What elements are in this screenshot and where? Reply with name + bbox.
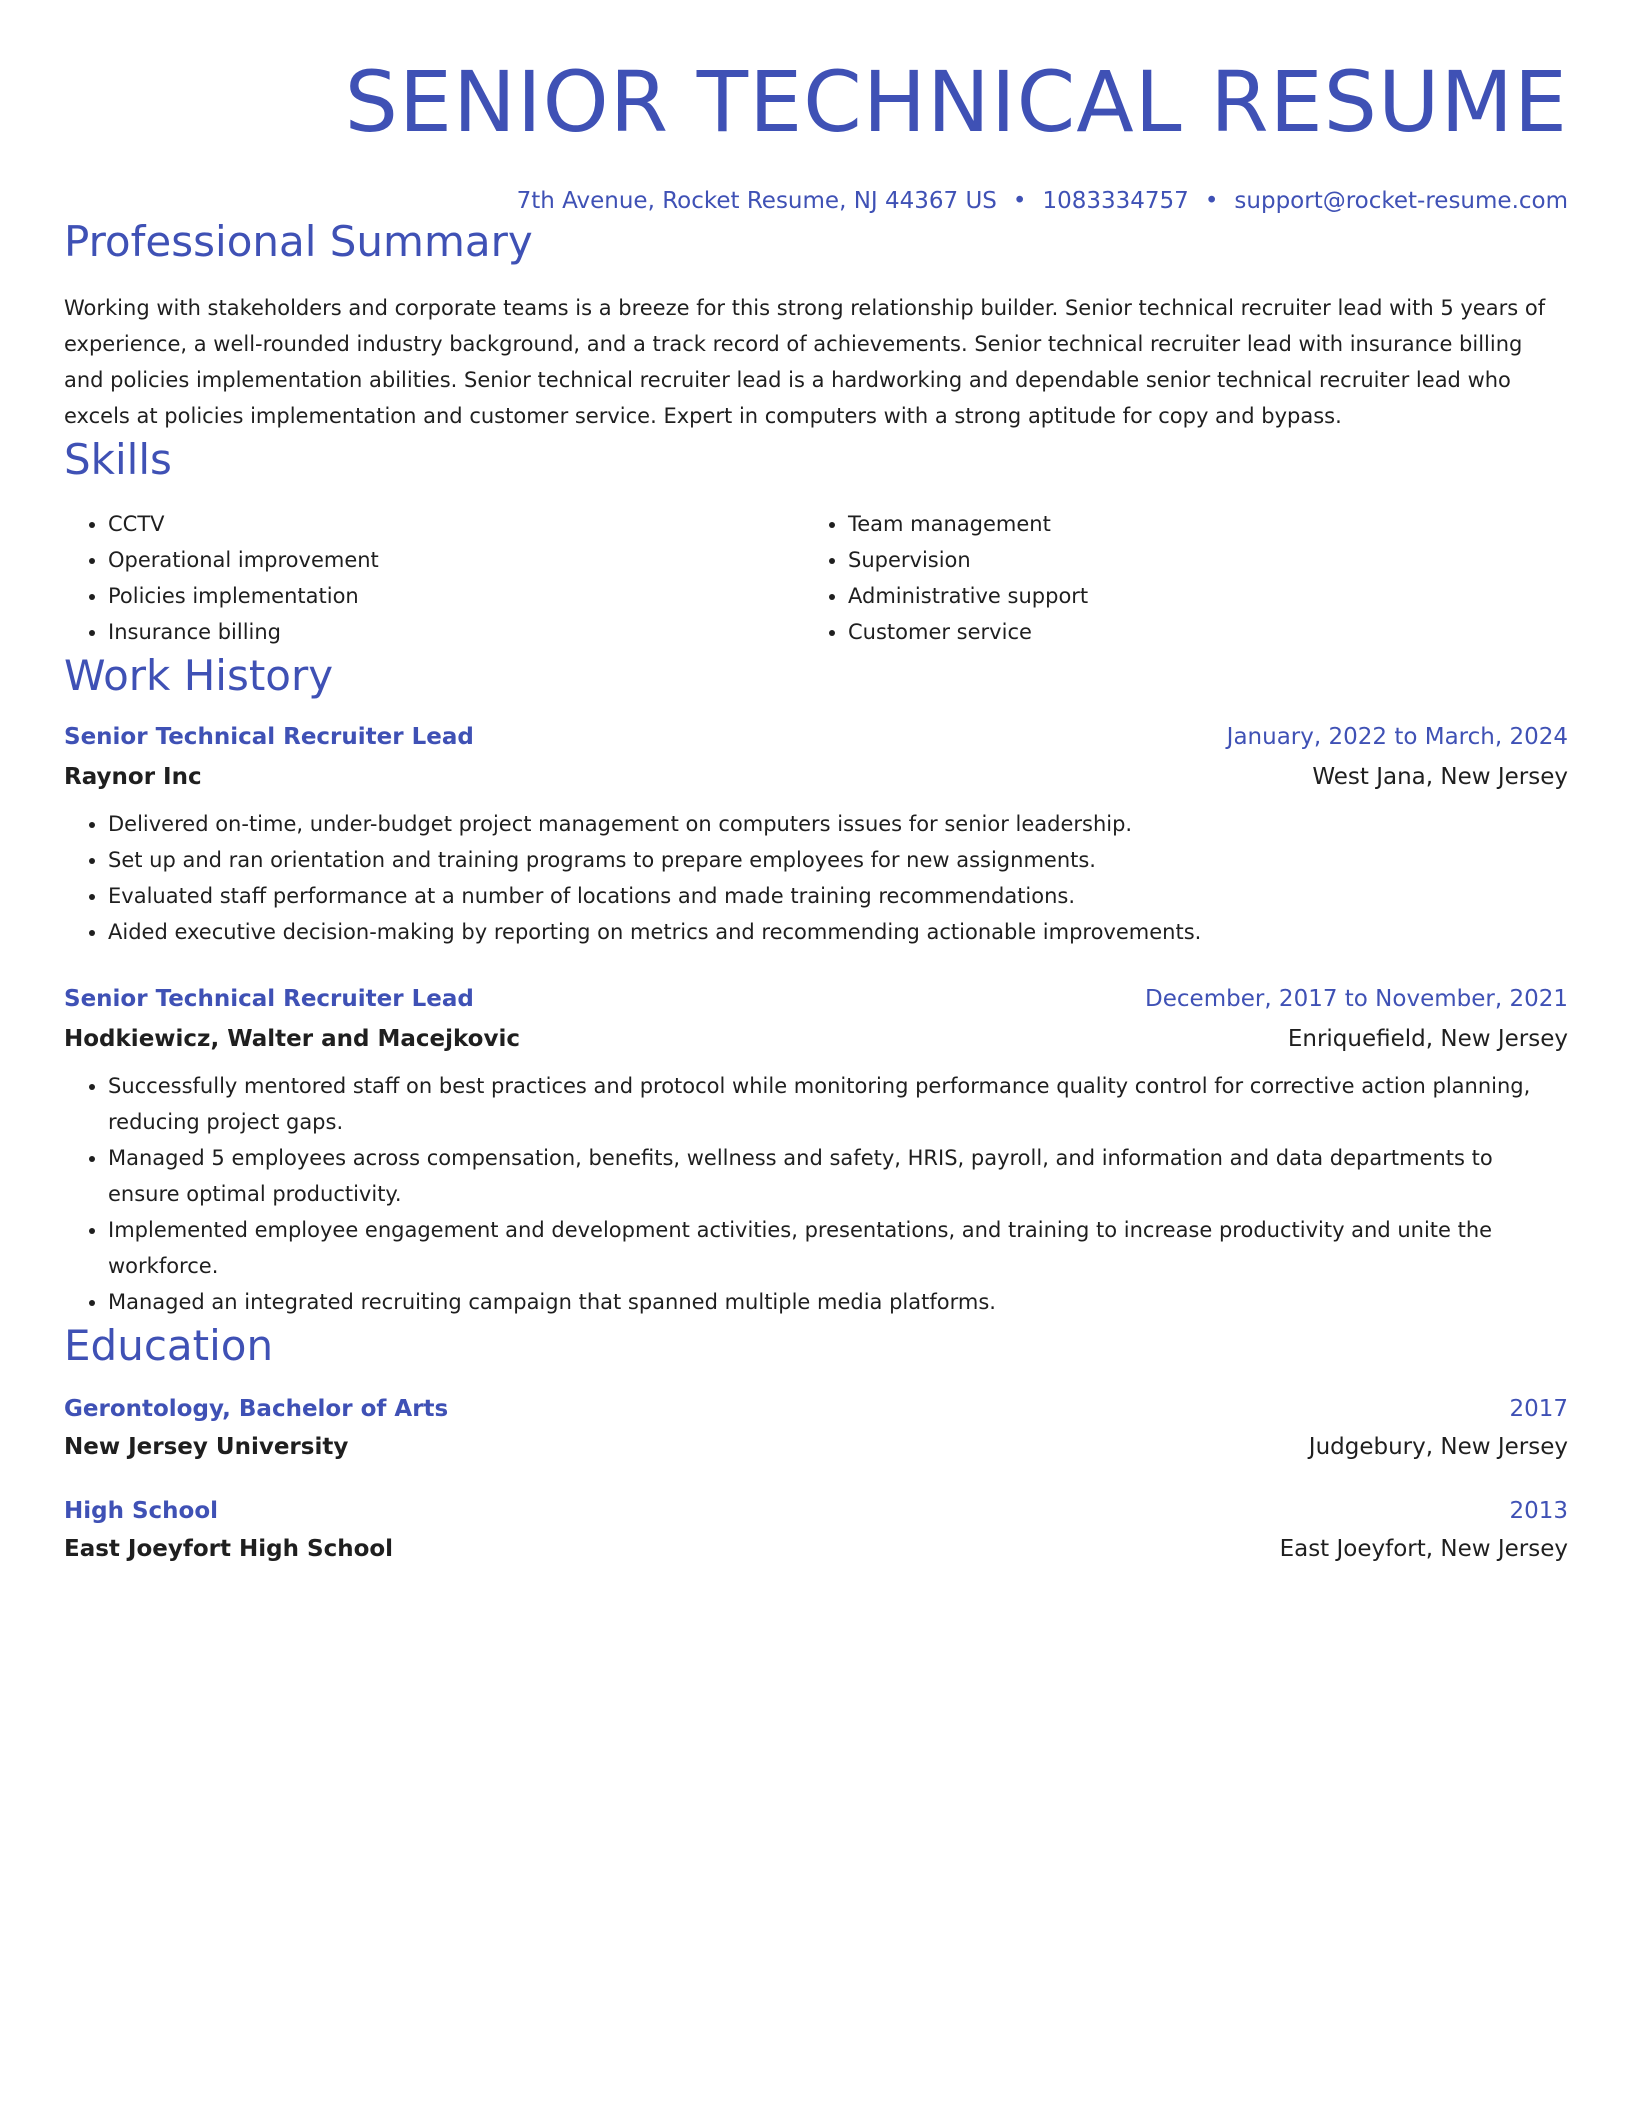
job-bullet: • Aided executive decision-making by reporting on metrics and recommending actionable improvements. [108,914,1568,950]
job-bullet: • Managed an integrated recruiting campaign that spanned multiple media platforms. [108,1284,1568,1320]
resume-title: SENIOR TECHNICAL RESUME [344,53,1568,151]
education-year: 2013 [1509,1498,1568,1524]
education-entry [64,1496,1568,1564]
education-school: East Joeyfort High School [64,1536,394,1562]
job-role: Senior Technical Recruiter Lead [64,986,474,1012]
work-history-heading: Work History [64,651,334,700]
contact-phone: 1083334757 [1042,188,1189,214]
education-header [64,1394,1568,1424]
skill-item: • Operational improvement [108,542,804,578]
separator-dot: • [1204,188,1219,214]
education-entry [64,1394,1568,1462]
skills-column-left [64,506,804,650]
skill-item: • Team management [848,506,1544,542]
job-bullet: • Managed 5 employees across compensation, benefits, wellness and safety, HRIS, payroll, and information and data departments to ensure optimal productivity. [108,1140,1568,1212]
job-bullet: • Delivered on-time, under-budget project management on computers issues for senior leadership. [108,806,1568,842]
education-degree: High School [64,1498,219,1524]
skills-heading: Skills [64,435,172,484]
skill-item: • CCTV [108,506,804,542]
skill-item: • Policies implementation [108,578,804,614]
skills-list [64,506,1568,650]
summary-text: Working with stakeholders and corporate teams is a breeze for this strong relationship builder. Senior technical recruiter lead with 5 years of experience, a well-rounded industry background, and a track record of achievements. Senior technical recruiter lead with insurance billing and policies implementation abilities. Senior technical recruiter lead is a hardworking and dependable senior technical recruiter lead who excels at policies implementation and customer service. Expert in computers with a strong aptitude for copy and bypass. [64,296,1546,428]
job-entry [64,722,1568,950]
job-bullet: • Successfully mentored staff on best practices and protocol while monitoring performance quality control for corrective action planning, reducing project gaps. [108,1068,1568,1140]
separator-dot: • [1012,188,1027,214]
skill-item: • Supervision [848,542,1544,578]
job-company: Hodkiewicz, Walter and Macejkovic [64,1026,520,1052]
education-header [64,1496,1568,1526]
summary-heading: Professional Summary [64,217,533,266]
education-subheader [64,1432,1568,1462]
job-bullet: • Set up and ran orientation and training programs to prepare employees for new assignments. [108,842,1568,878]
job-header [64,722,1568,752]
job-bullets [64,1068,1568,1320]
job-header [64,984,1568,1014]
job-dates: December, 2017 to November, 2021 [1145,986,1568,1012]
skill-item: • Insurance billing [108,614,804,650]
job-company: Raynor Inc [64,764,202,790]
contact-email[interactable]: support@rocket-resume.com [1234,188,1568,214]
job-bullet: • Evaluated staff performance at a number of locations and made training recommendations. [108,878,1568,914]
contact-address: 7th Avenue, Rocket Resume, NJ 44367 US [516,188,997,214]
job-bullet: • Implemented employee engagement and development activities, presentations, and training to increase productivity and unite the workforce. [108,1212,1568,1284]
education-degree: Gerontology, Bachelor of Arts [64,1396,449,1422]
job-bullets [64,806,1568,950]
education-year: 2017 [1509,1396,1568,1422]
job-dates: January, 2022 to March, 2024 [1226,724,1568,750]
education-location: Judgebury, New Jersey [1308,1434,1568,1460]
job-entry [64,984,1568,1320]
skill-item: • Customer service [848,614,1544,650]
job-subheader [64,762,1568,792]
skills-column-right [804,506,1544,650]
education-location: East Joeyfort, New Jersey [1279,1536,1568,1562]
skill-item: • Administrative support [848,578,1544,614]
job-subheader [64,1024,1568,1054]
education-school: New Jersey University [64,1434,349,1460]
job-location: West Jana, New Jersey [1312,764,1568,790]
job-location: Enriquefield, New Jersey [1287,1026,1568,1052]
education-heading: Education [64,1321,274,1370]
job-role: Senior Technical Recruiter Lead [64,724,474,750]
contact-line [64,186,1568,216]
education-subheader [64,1534,1568,1564]
